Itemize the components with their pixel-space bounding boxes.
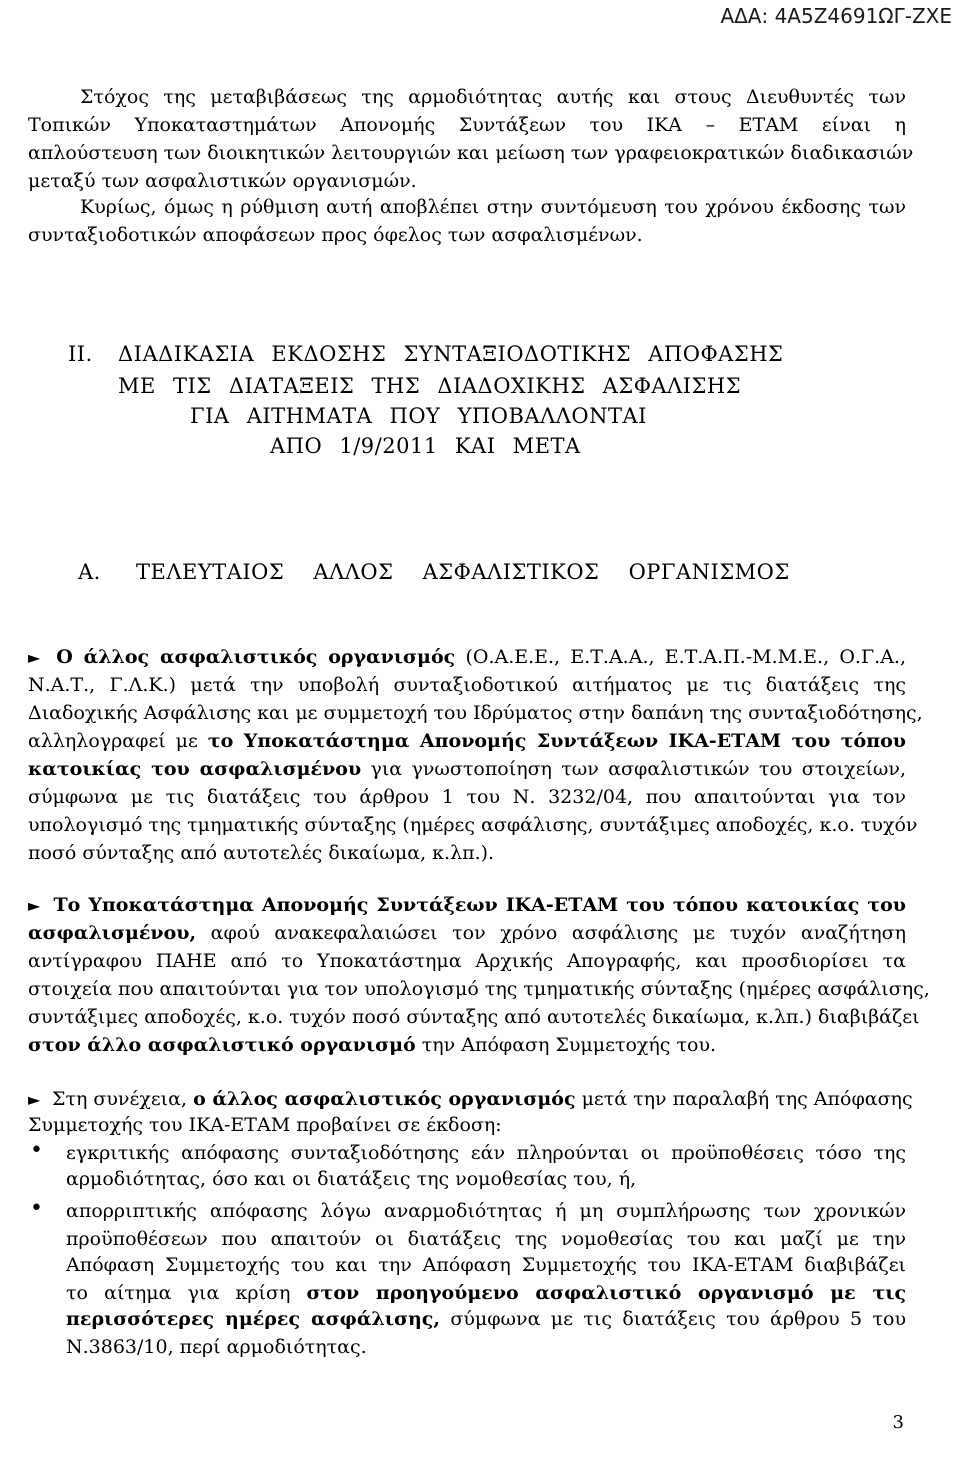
b2-line-5 — [66, 1306, 906, 1332]
arrow-bullet-icon: ► — [28, 648, 41, 667]
p2-line-3: αντίγραφου ΠΑΗΕ από το Υποκατάστημα Αρχικής Απογραφής, και προσδιορίσει τα — [28, 950, 906, 972]
p1-line-6: σύμφωνα με τις διατάξεις του άρθρου 1 του Ν. 3232/04, που απαιτούνται για τον — [28, 786, 906, 808]
p2-line-1 — [28, 892, 906, 919]
p3-line-2: Συμμετοχής του ΙΚΑ-ΕΤΑΜ προβαίνει σε έκδοση: — [28, 1114, 502, 1136]
p1-l4-bold: το Υποκατάστημα Απονομής Συντάξεων ΙΚΑ-ΕΤΑΜ του τόπου — [207, 730, 906, 752]
b2-line-4 — [66, 1280, 906, 1306]
p1-line-8: ποσό σύνταξης από αυτοτελές δικαίωμα, κ.λπ.). — [28, 842, 495, 864]
intro-line-5: Κυρίως, όμως η ρύθμιση αυτή αποβλέπει στην συντόμευση του χρόνου έκδοσης των — [80, 196, 906, 218]
p1-rest: (Ο.Α.Ε.Ε., Ε.Τ.Α.Α., Ε.Τ.Α.Π.-Μ.Μ.Ε., Ο.Γ.Α., — [465, 646, 906, 668]
p2-l6-rest: την Απόφαση Συμμετοχής του. — [421, 1034, 717, 1056]
p1-bold: Ο άλλος ασφαλιστικός οργανισμός — [56, 646, 456, 668]
section-a-title: ΤΕΛΕΥΤΑΙΟΣ ΑΛΛΟΣ ΑΣΦΑΛΙΣΤΙΚΟΣ ΟΡΓΑΝΙΣΜΟΣ — [136, 560, 790, 584]
arrow-bullet-icon: ► — [28, 1090, 41, 1109]
p1-line-2: Ν.Α.Τ., Γ.Λ.Κ.) μετά την υποβολή συνταξιοδοτικού αιτήματος με τις διατάξεις της — [28, 674, 906, 696]
b2-line-1: απορριπτικής απόφασης λόγω αναρμοδιότητας ή μη συμπλήρωσης των χρονικών — [66, 1200, 906, 1222]
p3-l1-bold: ο άλλος ασφαλιστικός οργανισμός — [193, 1088, 576, 1110]
bullet-dot-icon: • — [30, 1196, 43, 1221]
intro-line-4: μεταξύ των ασφαλιστικών οργανισμών. — [28, 170, 417, 192]
p3-line-1 — [28, 1086, 913, 1113]
page-number: 3 — [892, 1412, 904, 1433]
intro-line-2: Τοπικών Υποκαταστημάτων Απονομής Συντάξεων του ΙΚΑ – ΕΤΑΜ είναι η — [28, 114, 906, 136]
section-number: ΙΙ. — [68, 342, 93, 366]
heading-line-3: ΓΙΑ ΑΙΤΗΜΑΤΑ ΠΟΥ ΥΠΟΒΑΛΛΟΝΤΑΙ — [190, 404, 647, 428]
b1-line-1: εγκριτικής απόφασης συνταξιοδότησης εάν πληρούνται οι προϋποθέσεις τόσο της — [66, 1142, 906, 1164]
heading-line-4: ΑΠΟ 1/9/2011 ΚΑΙ ΜΕΤΑ — [270, 434, 581, 458]
section-a-number: Α. — [78, 560, 101, 584]
b2-l5-rest: σύμφωνα με τις διατάξεις του άρθρου 5 του — [450, 1308, 906, 1330]
p2-line-6 — [28, 1032, 906, 1058]
bullet-dot-icon: • — [30, 1138, 43, 1163]
intro-line-3: απλούστευση των διοικητικών λειτουργιών και μείωση των γραφειοκρατικών διαδικασιών — [28, 142, 914, 164]
b2-line-3: Απόφαση Συμμετοχής του και την Απόφαση Συμμετοχής του ΙΚΑ-ΕΤΑΜ διαβιβάζει — [66, 1254, 906, 1276]
b2-l4-bold: στον προηγούμενο ασφαλιστικό οργανισμό με τις — [306, 1282, 907, 1304]
b2-line-6: Ν.3863/10, περί αρμοδιότητας. — [66, 1336, 367, 1358]
heading-line-2: ΜΕ ΤΙΣ ΔΙΑΤΑΞΕΙΣ ΤΗΣ ΔΙΑΔΟΧΙΚΗΣ ΑΣΦΑΛΙΣΗΣ — [118, 374, 742, 398]
p2-l6-bold: στον άλλο ασφαλιστικό οργανισμό — [28, 1034, 416, 1056]
p2-l1-bold: Το Υποκατάστημα Απονομής Συντάξεων ΙΚΑ-ΕΤΑΜ του τόπου κατοικίας του — [53, 894, 906, 916]
b1-line-2: αρμοδιότητας, όσο και οι διατάξεις της νομοθεσίας του, ή, — [66, 1168, 637, 1190]
p2-line-5: συντάξιμες αποδοχές, κ.ο. τυχόν ποσό σύνταξης από αυτοτελές δικαίωμα, κ.λπ.) διαβιβάζει — [28, 1006, 920, 1028]
p1-l5-bold: κατοικίας του ασφαλισμένου — [28, 758, 362, 780]
p1-line-1 — [28, 644, 906, 671]
p1-line-5 — [28, 756, 906, 782]
p1-line-7: υπολογισμό της τμηματικής σύνταξης (ημέρες ασφάλισης, συντάξιμες αποδοχές, κ.ο. τυχόν — [28, 814, 918, 836]
p1-line-4 — [28, 728, 906, 754]
p2-l2-rest: αφού ανακεφαλαιώσει τον χρόνο ασφάλισης με τυχόν αναζήτηση — [210, 922, 906, 944]
intro-line-6: συνταξιοδοτικών αποφάσεων προς όφελος των ασφαλισμένων. — [28, 224, 643, 246]
p1-l4-text: αλληλογραφεί με — [28, 730, 198, 752]
p2-l2-bold: ασφαλισμένου, — [28, 922, 197, 944]
heading-line-1: ΔΙΑΔΙΚΑΣΙΑ ΕΚΔΟΣΗΣ ΣΥΝΤΑΞΙΟΔΟΤΙΚΗΣ ΑΠΟΦΑΣΗΣ — [118, 342, 784, 366]
p3-l1-rest: μετά την παραλαβή της Απόφασης — [581, 1088, 913, 1110]
intro-line-1: Στόχος της μεταβιβάσεως της αρμοδιότητας αυτής και στους Διευθυντές των — [80, 86, 906, 108]
b2-l4-a: το αίτημα για κρίση — [66, 1282, 291, 1304]
b2-line-2: προϋποθέσεων που απαιτούν οι διατάξεις της νομοθεσίας του και μαζί με την — [66, 1228, 906, 1250]
ada-code: ΑΔΑ: 4Α5Ζ4691ΩΓ-ΖΧΕ — [720, 4, 952, 28]
arrow-bullet-icon: ► — [28, 896, 41, 915]
p2-line-2 — [28, 920, 906, 946]
p1-line-3: Διαδοχικής Ασφάλισης και με συμμετοχή του Ιδρύματος στην δαπάνη της συνταξιοδότησης, — [28, 702, 923, 724]
b2-l5-bold: περισσότερες ημέρες ασφάλισης, — [66, 1308, 440, 1330]
p2-line-4: στοιχεία που απαιτούνται για τον υπολογισμό της τμηματικής σύνταξης (ημέρες ασφάλισης, — [28, 978, 930, 1000]
p3-l1-a: Στη συνέχεια, — [52, 1088, 188, 1110]
p1-l5-rest: για γνωστοποίηση των ασφαλιστικών του στοιχείων, — [370, 758, 906, 780]
